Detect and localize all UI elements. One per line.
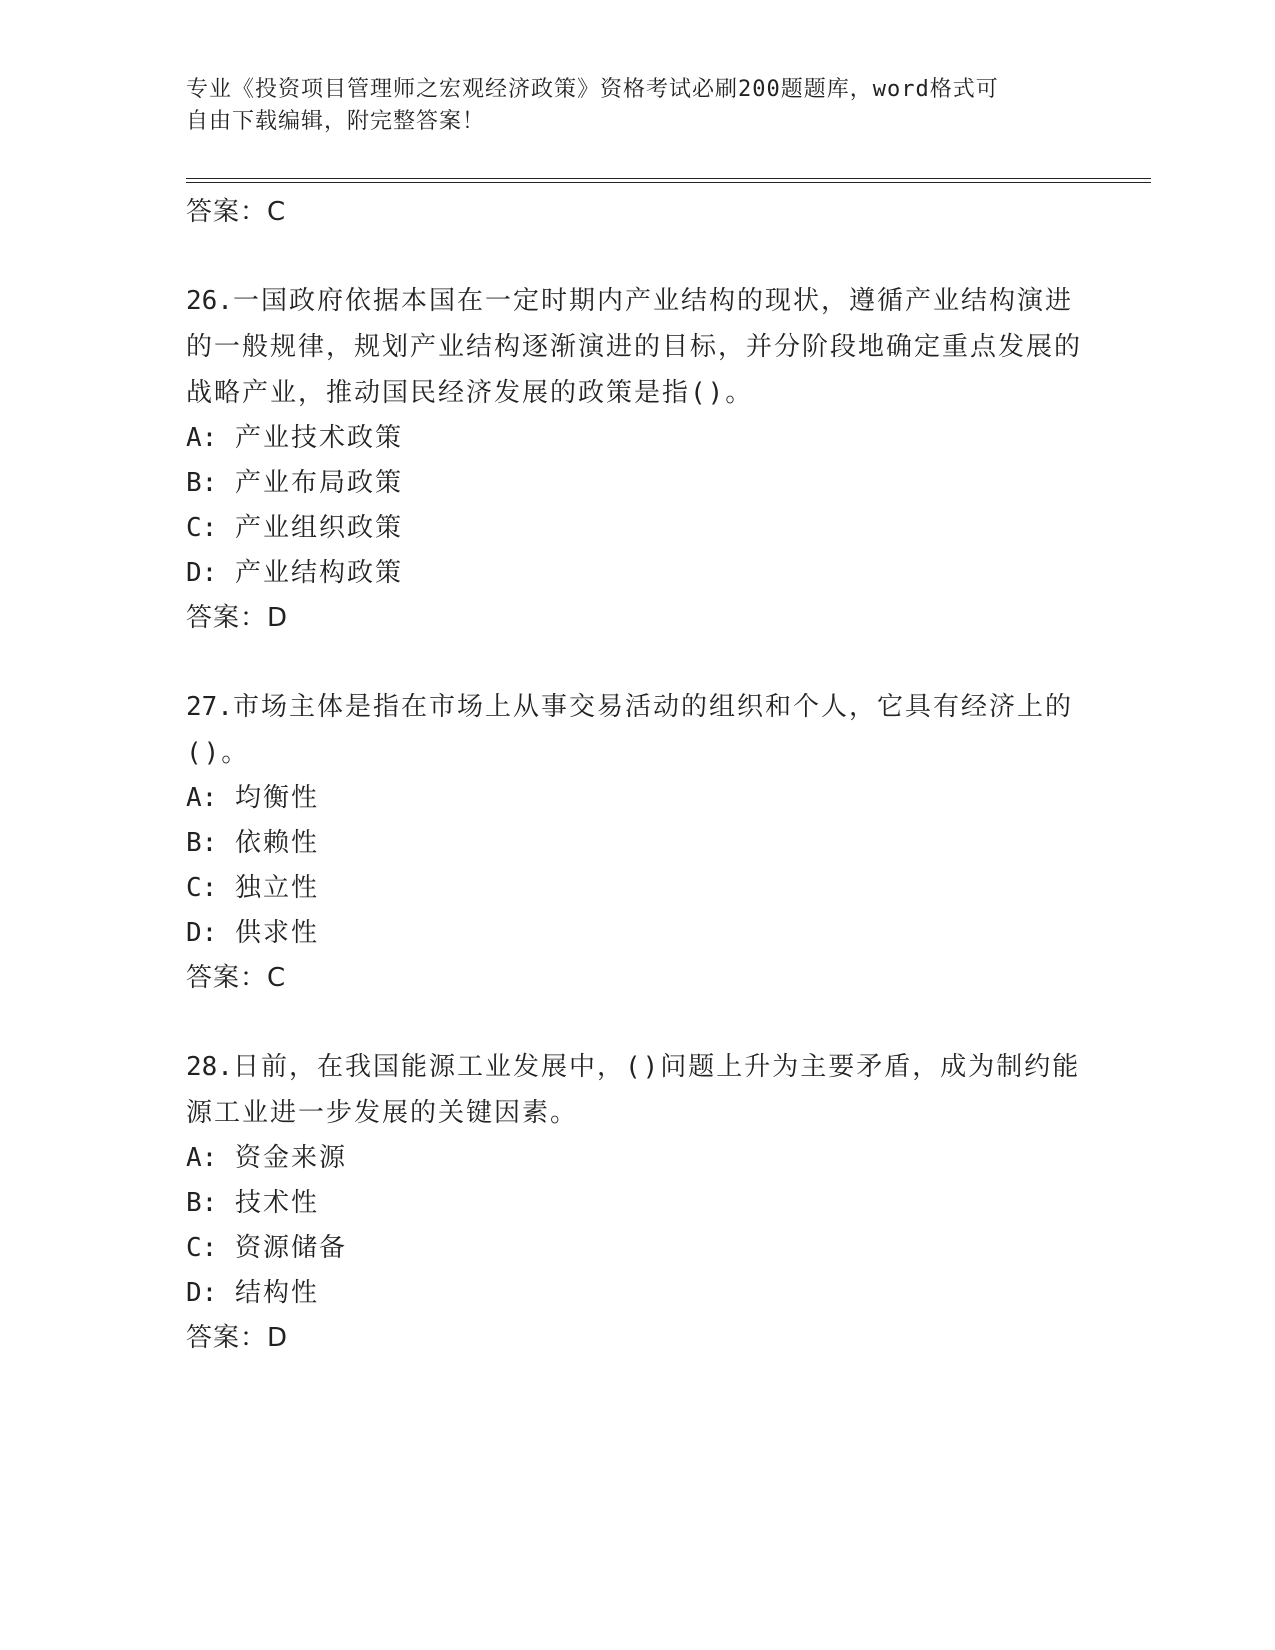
header-title-line-1: 专业《投资项目管理师之宏观经济政策》资格考试必刷200题题库，word格式可	[186, 77, 999, 102]
question-27	[186, 684, 1086, 1000]
option-b	[186, 1181, 1086, 1226]
option-d	[186, 1271, 1086, 1316]
document-header	[186, 74, 1066, 138]
option-text: 产业技术政策	[234, 423, 403, 453]
option-letter: A:	[186, 1143, 218, 1173]
option-text: 产业布局政策	[234, 468, 403, 498]
option-text: 供求性	[234, 918, 319, 948]
option-d	[186, 551, 1086, 596]
option-b	[186, 461, 1086, 506]
option-d	[186, 911, 1086, 956]
question-number: 28.	[186, 1052, 233, 1082]
option-c	[186, 866, 1086, 911]
question-28	[186, 1044, 1086, 1360]
option-a	[186, 1136, 1086, 1181]
option-letter: B:	[186, 468, 218, 498]
option-letter: A:	[186, 423, 218, 453]
header-divider-top	[186, 178, 1151, 179]
option-text: 技术性	[234, 1188, 319, 1218]
option-letter: B:	[186, 1188, 218, 1218]
option-text: 均衡性	[234, 783, 319, 813]
option-c	[186, 506, 1086, 551]
option-letter: D:	[186, 1278, 218, 1308]
answer: 答案：C	[186, 963, 287, 993]
option-letter: C:	[186, 513, 218, 543]
option-text: 产业组织政策	[234, 513, 403, 543]
option-letter: B:	[186, 828, 218, 858]
option-b	[186, 821, 1086, 866]
question-number: 27.	[186, 692, 233, 722]
option-letter: A:	[186, 783, 218, 813]
question-body: 一国政府依据本国在一定时期内产业结构的现状，遵循产业结构演进的一般规律，规划产业结构逐渐演进的目标，并分阶段地确定重点发展的战略产业，推动国民经济发展的政策是指()。	[186, 286, 1083, 408]
option-a	[186, 776, 1086, 821]
question-body: 市场主体是指在市场上从事交易活动的组织和个人，它具有经济上的()。	[186, 692, 1073, 768]
answer: 答案：D	[186, 603, 289, 633]
option-a	[186, 416, 1086, 461]
option-text: 资金来源	[234, 1143, 347, 1173]
option-c	[186, 1226, 1086, 1271]
question-text	[186, 684, 1086, 776]
question-26	[186, 278, 1086, 640]
option-letter: D:	[186, 558, 218, 588]
question-list	[186, 190, 1086, 1360]
question-text	[186, 1044, 1086, 1136]
answer: 答案：D	[186, 1323, 289, 1353]
option-letter: C:	[186, 1233, 218, 1263]
option-text: 独立性	[234, 873, 319, 903]
header-divider-bottom	[186, 182, 1151, 183]
option-text: 产业结构政策	[234, 558, 403, 588]
question-body: 日前，在我国能源工业发展中，()问题上升为主要矛盾，成为制约能源工业进一步发展的关键因素。	[186, 1052, 1081, 1128]
previous-answer: 答案：C	[186, 197, 287, 227]
question-number: 26.	[186, 286, 233, 316]
option-text: 结构性	[234, 1278, 319, 1308]
option-text: 依赖性	[234, 828, 319, 858]
question-text	[186, 278, 1086, 416]
option-letter: C:	[186, 873, 218, 903]
option-letter: D:	[186, 918, 218, 948]
header-title-line-2: 自由下载编辑，附完整答案！	[186, 109, 486, 134]
option-text: 资源储备	[234, 1233, 347, 1263]
